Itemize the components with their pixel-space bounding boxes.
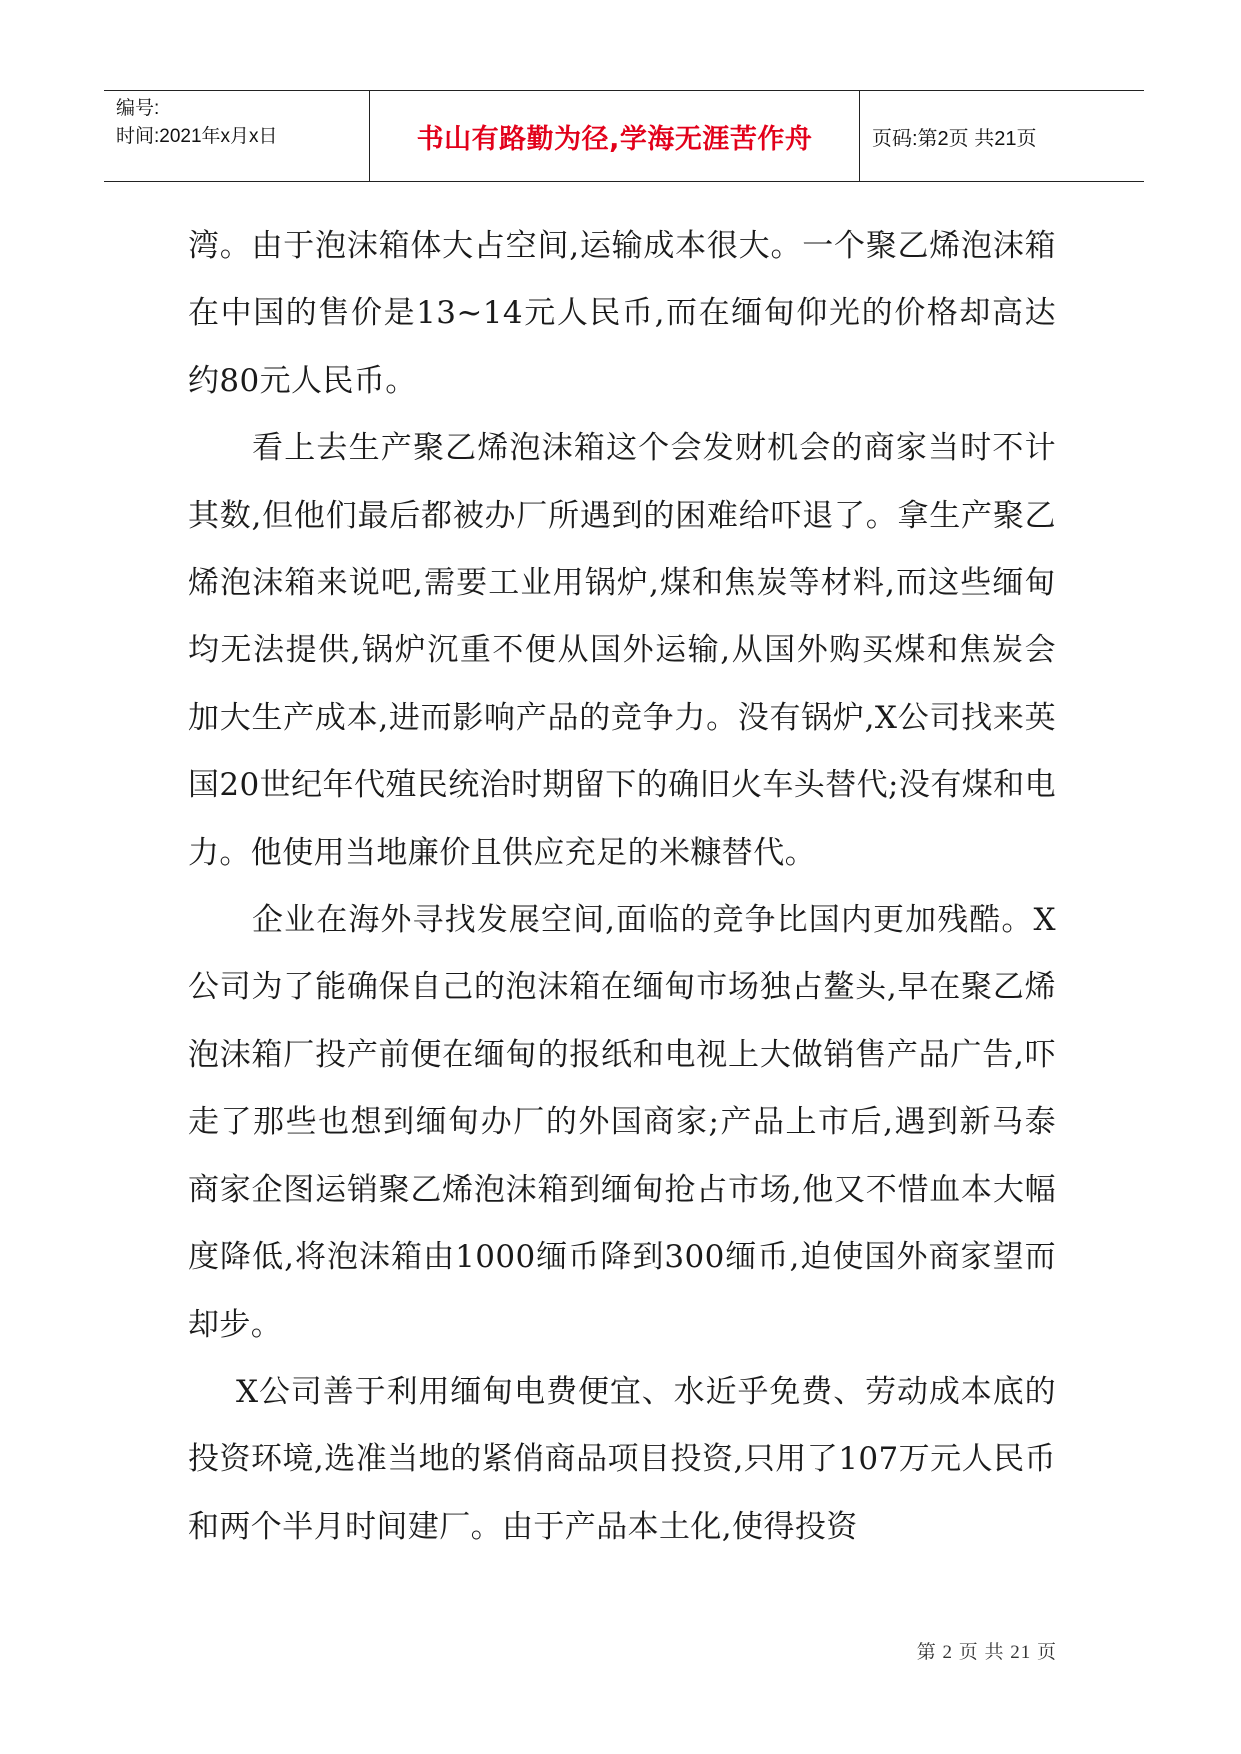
page-footer: 第 2 页 共 21 页 [916, 1642, 1057, 1663]
body-paragraph: 湾。由于泡沫箱体大占空间,运输成本很大。一个聚乙烯泡沫箱在中国的售价是13~14元人民币,而在缅甸仰光的价格却高达约80元人民币。 [188, 228, 1056, 399]
document-header [104, 90, 1144, 182]
document-time-label: 时间:2021年x月x日 [116, 126, 278, 147]
document-number-label: 编号: [116, 98, 160, 119]
body-paragraph: X公司善于利用缅甸电费便宜、水近乎免费、劳动成本底的投资环境,选准当地的紧俏商品项目投资,只用了107万元人民币和两个半月时间建厂。由于产品本土化,使得投资 [188, 1373, 1056, 1545]
header-meta [104, 91, 370, 181]
document-body [188, 213, 1056, 1561]
header-motto: 书山有路勤为径,学海无涯苦作舟 [370, 91, 860, 181]
body-paragraph: 看上去生产聚乙烯泡沫箱这个会发财机会的商家当时不计其数,但他们最后都被办厂所遇到的困难给吓退了。拿生产聚乙烯泡沫箱来说吧,需要工业用锅炉,煤和焦炭等材料,而这些缅甸均无法提供,锅炉沉重不便从国外运输,从国外购买煤和焦炭会加大生产成本,进而影响产品的竞争力。没有锅炉,X公司找来英国20世纪年代殖民统治时期留下的确旧火车头替代;没有煤和电力。他使用当地廉价且供应充足的米糠替代。 [188, 430, 1056, 871]
body-paragraph: 企业在海外寻找发展空间,面临的竞争比国内更加残酷。X公司为了能确保自己的泡沫箱在缅甸市场独占鳌头,早在聚乙烯泡沫箱厂投产前便在缅甸的报纸和电视上大做销售产品广告,吓走了那些也想到缅甸办厂的外国商家;产品上市后,遇到新马泰商家企图运销聚乙烯泡沫箱到缅甸抢占市场,他又不惜血本大幅度降低,将泡沫箱由1000缅币降到300缅币,迫使国外商家望而却步。 [188, 902, 1056, 1343]
header-page-label: 页码:第2页 共21页 [872, 127, 1037, 150]
